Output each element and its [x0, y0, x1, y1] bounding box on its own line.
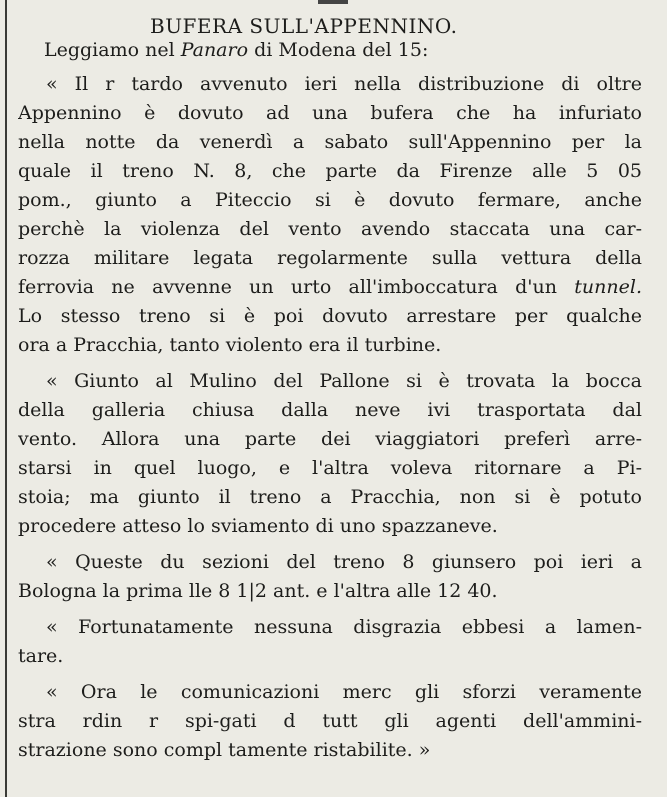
intro-line	[44, 36, 544, 64]
text-line: Appennino è dovuto ad una bufera che ha infuriato	[18, 102, 642, 124]
text-segment: ferrovia ne avvenne un urto all'imboccatura d'un	[18, 276, 575, 298]
text-line: « Il r tardo avvenuto ieri nella distribuzione di oltre	[46, 73, 642, 95]
intro-text: Leggiamo nel	[44, 39, 181, 61]
text-line: stra rdin r spi-gati d tutt gli agenti dell'ammini-	[18, 710, 642, 732]
text-line: strazione sono compl tamente ristabilite. »	[18, 739, 431, 761]
text-line: Lo stesso treno si è poi dovuto arrestare per qualche	[18, 305, 642, 327]
text-line: stoia; ma giunto il treno a Pracchia, non si è potuto	[18, 486, 642, 508]
intro-date: di Modena del 15:	[248, 39, 429, 61]
text-line: « Ora le comunicazioni merc gli sforzi veramente	[46, 681, 642, 703]
text-line: starsi in quel luogo, e l'altra voleva ritornare a Pi-	[18, 457, 642, 479]
text-line: procedere atteso lo sviamento di uno spazzaneve.	[18, 515, 498, 537]
text-line	[18, 273, 642, 301]
source-name: Panaro	[180, 39, 249, 61]
text-line: della galleria chiusa dalla neve ivi trasportata dal	[18, 399, 642, 421]
text-line: quale il treno N. 8, che parte da Firenze alle 5 05	[18, 160, 642, 182]
column-rule	[5, 0, 7, 797]
text-line: « Queste du sezioni del treno 8 giunsero poi ieri a	[46, 551, 642, 573]
text-line: rozza militare legata regolarmente sulla vettura della	[18, 247, 642, 269]
text-line: nella notte da venerdì a sabato sull'Appennino per la	[18, 131, 642, 153]
article-title: BUFERA SULL'APPENNINO.	[150, 14, 458, 38]
text-line: « Giunto al Mulino del Pallone si è trovata la bocca	[46, 370, 642, 392]
text-line: perchè la violenza del vento avendo staccata una car-	[18, 218, 642, 240]
text-line: pom., giunto a Piteccio si è dovuto fermare, anche	[18, 189, 642, 211]
text-line: Bologna la prima lle 8 1|2 ant. e l'altra alle 12 40.	[18, 580, 498, 602]
italic-word: tunnel.	[574, 276, 642, 298]
text-line: « Fortunatamente nessuna disgrazia ebbesi a lamen-	[46, 616, 642, 638]
text-line: tare.	[18, 645, 64, 667]
header-rule	[318, 0, 348, 4]
text-line: ora a Pracchia, tanto violento era il turbine.	[18, 334, 442, 356]
text-line: vento. Allora una parte dei viaggiatori preferì arre-	[18, 428, 642, 450]
